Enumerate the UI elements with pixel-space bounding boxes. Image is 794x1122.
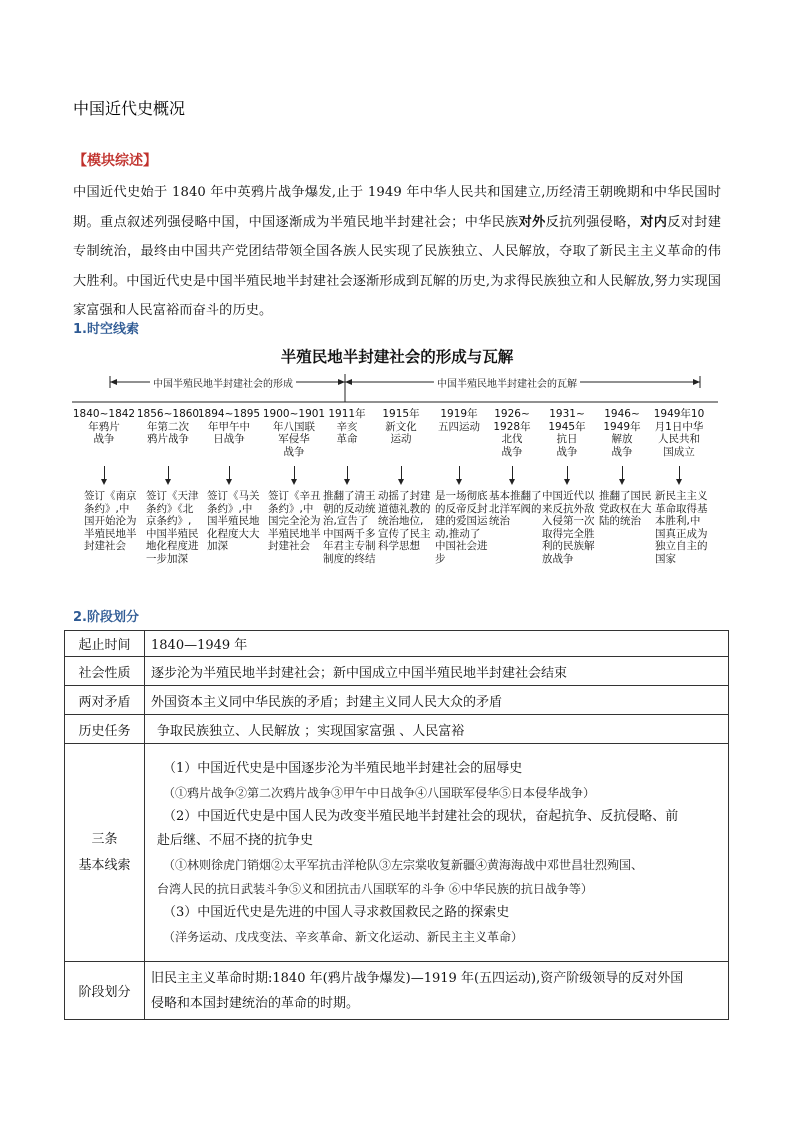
timeline-event-desc: 基本推翻了北洋军阀的统治: [489, 490, 542, 527]
stage-heading: 2.阶段划分: [73, 610, 139, 625]
table-row: [65, 686, 729, 715]
row-label: 社会性质: [65, 657, 145, 686]
timeline-event-title: 1915年 新文化 运动: [382, 408, 420, 445]
thread-line: （洋务运动、戊戌变法、辛亥革命、新文化运动、新民主主义革命）: [163, 929, 524, 944]
timeline-event-desc: 推翻了清王朝的反动统治,宣告了中国两千多年君主专制制度的终结: [323, 490, 376, 565]
summary-bold-2: 对内: [640, 214, 668, 230]
table-row: [65, 631, 729, 657]
thread-line: （①鸦片战争②第二次鸦片战争③甲午中日战争④八国联军侵华⑤日本侵华战争）: [163, 785, 596, 800]
timeline-event-title: 1931~ 1945年 抗日 战争: [548, 408, 586, 458]
summary-text-1: 中国近代史始于 1840 年中英鸦片战争爆发,止于 1949 年中华人民共和国建立,历经清王朝晚期和中华民国时期。重点叙述列强侵略中国，中国逐渐成为半殖民地半封建社会；中华民族: [73, 185, 721, 230]
thread-line: （①林则徐虎门销烟②太平军抗击洋枪队③左宗棠收复新疆④黄海海战中邓世昌壮烈殉国、: [163, 857, 644, 872]
timeline-event-title: 1919年 五四运动: [438, 408, 480, 433]
timeline-arrow: [229, 466, 230, 480]
table-row: [65, 715, 729, 744]
timeline-event-desc: 中国近代以来反抗外敌入侵第一次取得完全胜利的民族解放战争: [542, 490, 595, 565]
summary-bold-1: 对外: [518, 214, 546, 230]
timeline-event-title: 1949年10 月1日中华 人民共和 国成立: [653, 408, 705, 458]
summary-heading: 【模块综述】: [73, 153, 157, 169]
timeline-arrow: [567, 466, 568, 480]
row-value: 争取民族独立、人民解放 ；实现国家富强 、人民富裕: [145, 715, 729, 744]
period-line: 侵略和本国封建统治的革命的时期。: [151, 995, 360, 1011]
timeline-event-desc: 推翻了国民党政权在大陆的统治: [599, 490, 652, 527]
timeline-event-desc: 动摇了封建道德礼教的统治地位,宣传了民主科学思想: [378, 490, 431, 552]
timeline-event-title: 1840~1842 年鸦片 战争: [72, 408, 136, 445]
timeline-event-desc: 是一场彻底的反帝反封建的爱国运动,推动了中国社会进步: [435, 490, 488, 565]
row-label: 历史任务: [65, 715, 145, 744]
timeline-event-title: 1894~1895 年甲午中 日战争: [197, 408, 261, 445]
timeline-title: 半殖民地半封建社会的形成与瓦解: [280, 348, 514, 366]
table-row: [65, 744, 729, 962]
timeline-event-title: 1911年 辛亥 革命: [328, 408, 366, 445]
thread-line: （1）中国近代史是中国逐步沦为半殖民地半封建社会的屈辱史: [163, 760, 523, 776]
row-label: 阶段划分: [65, 962, 145, 1020]
table-row: [65, 657, 729, 686]
thread-line: 赴后继、不屈不挠的抗争史: [157, 832, 314, 848]
summary-paragraph: [73, 178, 721, 326]
timeline-arrow: [294, 466, 295, 480]
timeline-arrow: [168, 466, 169, 480]
thread-line: （3）中国近代史是先进的中国人寻求救国救民之路的探索史: [163, 904, 510, 920]
row-value: 外国资本主义同中华民族的矛盾；封建主义同人民大众的矛盾: [145, 686, 729, 715]
phase-label-formation: 中国半殖民地半封建社会的形成: [150, 375, 296, 390]
timeline-event-title: 1900~1901 年八国联 军侵华 战争: [262, 408, 326, 458]
timeline-arrow: [401, 466, 402, 480]
timeline-arrow: [459, 466, 460, 480]
summary-text-3: 反对封建专制统治，最终由中国共产党团结带领全国各族人民实现了民族独立、人民解放，夺取了新民主主义革命的伟大胜利。中国近代史是中国半殖民地半封建社会逐渐形成到瓦解的历史,为求得民族独立和人民解放,努力实现国家富强和人民富裕而奋斗的历史。: [73, 214, 722, 318]
thread-line: （2）中国近代史是中国人民为改变半殖民地半封建社会的现状，奋起抗争、反抗侵略、前: [163, 808, 679, 824]
timeline-event-desc: 签订《南京条约》,中国开始沦为半殖民地半封建社会: [84, 490, 137, 552]
period-line: 旧民主主义革命时期:1840 年(鸦片战争爆发)—1919 年(五四运动),资产阶级领导的反对外国: [151, 970, 684, 986]
thread-line: 台湾人民的抗日武装斗争⑤义和团抗击八国联军的斗争 ⑥中华民族的抗日战争等）: [157, 881, 593, 896]
timeline-event-desc: 新民主主义革命取得基本胜利,中国真正成为独立自主的国家: [655, 490, 708, 565]
timeline-event-desc: 签订《天津条约》《北京条约》,中国半殖民地化程度进一步加深: [146, 490, 199, 565]
timeline-event-title: 1926~ 1928年 北伐 战争: [493, 408, 531, 458]
row-value: 逐步沦为半殖民地半封建社会；新中国成立中国半殖民地半封建社会结束: [145, 657, 729, 686]
timeline-arrow: [679, 466, 680, 480]
timeline-arrow: [622, 466, 623, 480]
timeline-heading: 1.时空线索: [73, 322, 139, 337]
summary-text-2: 反抗列强侵略，: [545, 214, 641, 230]
phase-label-collapse: 中国半殖民地半封建社会的瓦解: [434, 375, 580, 390]
threads-label-1: 三条: [91, 831, 118, 847]
timeline-event-desc: 签订《马关条约》,中国半殖民地化程度大大加深: [207, 490, 260, 552]
row-label: [65, 744, 145, 962]
period-cell: [145, 962, 729, 1020]
threads-label-2: 基本线索: [78, 857, 131, 873]
row-label: 两对矛盾: [65, 686, 145, 715]
row-value: 1840—1949 年: [145, 631, 729, 657]
timeline-arrow: [512, 466, 513, 480]
threads-cell: [145, 744, 729, 962]
page-title: 中国近代史概况: [73, 99, 186, 118]
row-label: 起止时间: [65, 631, 145, 657]
stage-table: [64, 630, 729, 1020]
timeline-event-desc: 签订《辛丑条约》,中国完全沦为半殖民地半封建社会: [268, 490, 321, 552]
timeline-event-title: 1856~1860 年第二次 鸦片战争: [136, 408, 200, 445]
timeline-arrow: [104, 466, 105, 480]
table-row: [65, 962, 729, 1020]
timeline-arrow: [347, 466, 348, 480]
timeline-event-title: 1946~ 1949年 解放 战争: [603, 408, 641, 458]
